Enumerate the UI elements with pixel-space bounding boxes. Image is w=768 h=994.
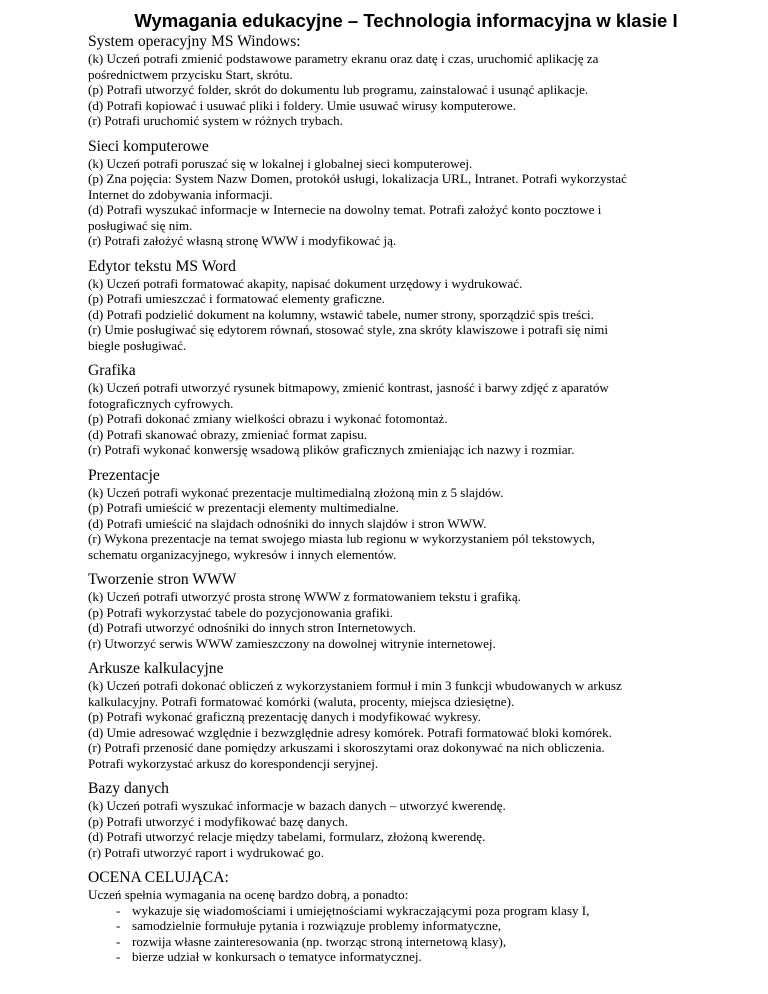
requirement-line: pośrednictwem przycisku Start, skrótu. <box>88 66 293 82</box>
requirement-line: (k) Uczeń potrafi utworzyć rysunek bitmapowy, zmienić kontrast, jasność i barwy zdjęć z aparatów <box>88 380 609 395</box>
section-heading: Sieci komputerowe <box>88 137 209 155</box>
section <box>88 570 708 651</box>
final-bullet-list <box>88 903 708 965</box>
requirement-line: biegle posługiwać. <box>88 337 187 353</box>
bullet-item <box>88 918 708 934</box>
bullet-text: wykazuje się wiadomościami i umiejętnościami wykraczającymi poza program klasy I, <box>132 902 590 918</box>
page-title: Wymagania edukacyjne – Technologia informacyjna w klasie I <box>134 10 678 31</box>
requirement-line: (k) Uczeń potrafi wyszukać informacje w bazach danych – utworzyć kwerendę. <box>88 798 506 813</box>
sections-container <box>88 32 708 860</box>
final-heading: OCENA CELUJĄCA: <box>88 869 229 886</box>
requirement-line: (d) Potrafi utworzyć relacje między tabelami, formularz, złożoną kwerendę. <box>88 829 486 844</box>
bullet-item <box>88 949 708 965</box>
bullet-text: bierze udział w konkursach o tematyce informatycznej. <box>132 949 422 964</box>
bullet-item <box>88 903 708 919</box>
section <box>88 137 708 249</box>
requirement-line: (d) Umie adresować względnie i bezwzględnie adresy komórek. Potrafi formatować bloki komórek. <box>88 724 612 740</box>
requirement-line: (k) Uczeń potrafi dokonać obliczeń z wykorzystaniem formuł i min 3 funkcji wbudowanych w arkusz <box>88 678 622 693</box>
requirement-line: kalkulacyjny. Potrafi formatować komórki (waluta, procenty, miejsca dziesiętne). <box>88 693 515 709</box>
requirement-line: (d) Potrafi utworzyć odnośniki do innych stron Internetowych. <box>88 620 417 635</box>
requirement-line: (d) Potrafi skanować obrazy, zmieniać format zapisu. <box>88 426 368 442</box>
section <box>88 466 708 563</box>
section <box>88 257 708 354</box>
section-heading: Grafika <box>88 362 136 379</box>
requirement-line: Internet do zdobywania informacji. <box>88 186 273 202</box>
section <box>88 361 708 458</box>
requirement-line: (p) Zna pojęcia: System Nazw Domen, protokół usługi, lokalizacja URL, Intranet. Potrafi wykorzystać <box>88 171 627 186</box>
bullet-item <box>88 934 708 950</box>
final-section <box>88 868 708 965</box>
section-heading: Prezentacje <box>88 466 160 484</box>
requirement-line: (k) Uczeń potrafi formatować akapity, napisać dokument urzędowy i wydrukować. <box>88 275 523 291</box>
bullet-text: rozwija własne zainteresowania (np. tworząc stroną internetową klasy), <box>132 933 507 949</box>
bullet-dash: - <box>116 933 121 949</box>
requirement-line: (r) Potrafi wykonać konwersję wsadową plików graficznych zmieniając ich nazwy i rozmiar. <box>88 442 575 457</box>
requirement-line: (k) Uczeń potrafi wykonać prezentacje multimedialną złożoną min z 5 slajdów. <box>88 484 504 500</box>
requirement-line: fotograficznych cyfrowych. <box>88 395 234 411</box>
requirement-line: (p) Potrafi umieścić w prezentacji elementy multimedialne. <box>88 500 399 515</box>
section <box>88 659 708 771</box>
requirement-line: (r) Potrafi utworzyć raport i wydrukować go. <box>88 844 324 860</box>
requirement-line: (p) Potrafi wykorzystać tabele do pozycjonowania grafiki. <box>88 604 394 620</box>
section <box>88 32 708 129</box>
requirement-line: (d) Potrafi podzielić dokument na kolumny, wstawić tabele, numer strony, sporządzić spis treści. <box>88 306 594 322</box>
bullet-dash: - <box>116 902 121 918</box>
requirement-line: (r) Potrafi przenosić dane pomiędzy arkuszami i skoroszytami oraz dokonywać na nich obliczenia. <box>88 740 605 755</box>
requirement-line: (r) Wykona prezentacje na temat swojego miasta lub regionu w wykorzystaniem pól tekstowych, <box>88 531 595 546</box>
section-heading: Arkusze kalkulacyjne <box>88 660 224 677</box>
requirement-line: (d) Potrafi kopiować i usuwać pliki i foldery. Umie usuwać wirusy komputerowe. <box>88 97 516 113</box>
requirement-line: (k) Uczeń potrafi utworzyć prosta stronę WWW z formatowaniem tekstu i grafiką. <box>88 589 521 604</box>
bullet-text: samodzielnie formułuje pytania i rozwiązuje problemy informatyczne, <box>132 918 502 933</box>
requirement-line: (k) Uczeń potrafi poruszać się w lokalnej i globalnej sieci komputerowej. <box>88 155 473 171</box>
requirement-line: schematu organizacyjnego, wykresów i innych elementów. <box>88 546 397 562</box>
final-intro: Uczeń spełnia wymagania na ocenę bardzo dobrą, a ponadto: <box>88 887 409 902</box>
requirement-line: posługiwać się nim. <box>88 217 193 233</box>
requirement-line: (r) Potrafi uruchomić system w różnych trybach. <box>88 113 343 128</box>
requirement-line: (p) Potrafi utworzyć folder, skrót do dokumentu lub programu, zainstalować i usunąć aplikacje. <box>88 82 589 97</box>
requirement-line: (p) Potrafi wykonać graficzną prezentację danych i modyfikować wykresy. <box>88 709 481 724</box>
requirement-line: (r) Utworzyć serwis WWW zamieszczony na dowolnej witrynie internetowej. <box>88 635 496 651</box>
requirement-line: (r) Umie posługiwać się edytorem równań, stosować style, zna skróty klawiszowe i potrafi się nimi <box>88 322 608 337</box>
bullet-dash: - <box>116 949 121 964</box>
requirement-line: (k) Uczeń potrafi zmienić podstawowe parametry ekranu oraz datę i czas, uruchomić aplikację za <box>88 51 599 66</box>
bullet-dash: - <box>116 918 121 933</box>
requirement-line: (d) Potrafi umieścić na slajdach odnośniki do innych slajdów i stron WWW. <box>88 515 487 531</box>
requirement-line: (p) Potrafi dokonać zmiany wielkości obrazu i wykonać fotomontaż. <box>88 411 448 426</box>
section-heading: Tworzenie stron WWW <box>88 571 237 588</box>
section-heading: System operacyjny MS Windows: <box>88 33 301 50</box>
section <box>88 779 708 860</box>
requirement-line: (p) Potrafi utworzyć i modyfikować bazę danych. <box>88 813 348 829</box>
section-heading: Edytor tekstu MS Word <box>88 257 236 275</box>
requirement-line: Potrafi wykorzystać arkusz do korespondencji seryjnej. <box>88 755 379 771</box>
requirement-line: (d) Potrafi wyszukać informacje w Internecie na dowolny temat. Potrafi założyć konto pocztowe i <box>88 202 602 217</box>
requirement-line: (p) Potrafi umieszczać i formatować elementy graficzne. <box>88 291 386 306</box>
requirement-line: (r) Potrafi założyć własną stronę WWW i modyfikować ją. <box>88 233 397 248</box>
section-heading: Bazy danych <box>88 780 169 797</box>
